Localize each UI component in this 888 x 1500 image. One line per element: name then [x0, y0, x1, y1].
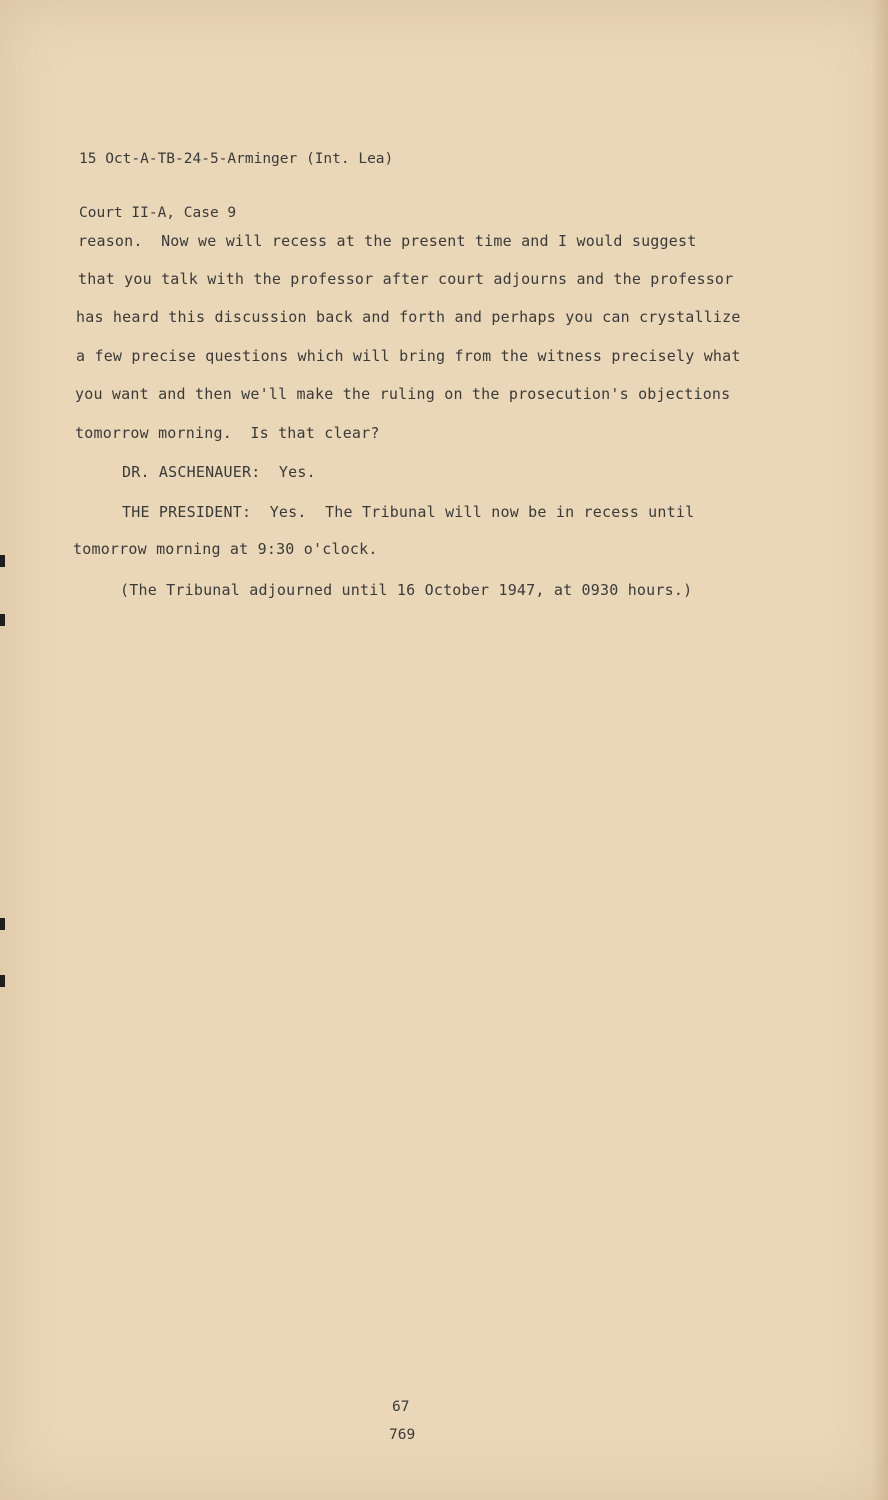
binding-mark	[0, 918, 5, 930]
header-court-line: Court II-A, Case 9	[79, 205, 237, 221]
binding-mark	[0, 975, 5, 987]
adjournment-note: (The Tribunal adjourned until 16 October 1947, at 0930 hours.)	[120, 581, 693, 599]
page-edge-shadow	[872, 0, 888, 1500]
transcript-line: that you talk with the professor after court adjourns and the professor	[78, 270, 734, 288]
transcript-line: you want and then we'll make the ruling on the prosecution's objections	[75, 385, 731, 403]
binding-mark	[0, 614, 5, 626]
page-number-lower: 769	[389, 1427, 416, 1443]
speaker-line: DR. ASCHENAUER: Yes.	[122, 463, 316, 481]
transcript-line: a few precise questions which will bring from the witness precisely what	[76, 347, 741, 365]
page-number-upper: 67	[392, 1399, 410, 1415]
transcript-line: has heard this discussion back and forth and perhaps you can crystallize	[76, 308, 741, 326]
transcript-line: reason. Now we will recess at the present time and I would suggest	[78, 232, 697, 250]
header-session-line: 15 Oct-A-TB-24-5-Arminger (Int. Lea)	[79, 151, 394, 167]
transcript-line: tomorrow morning at 9:30 o'clock.	[73, 540, 378, 558]
transcript-line: tomorrow morning. Is that clear?	[75, 424, 380, 442]
binding-mark	[0, 555, 5, 567]
speaker-line: THE PRESIDENT: Yes. The Tribunal will now be in recess until	[122, 503, 695, 521]
